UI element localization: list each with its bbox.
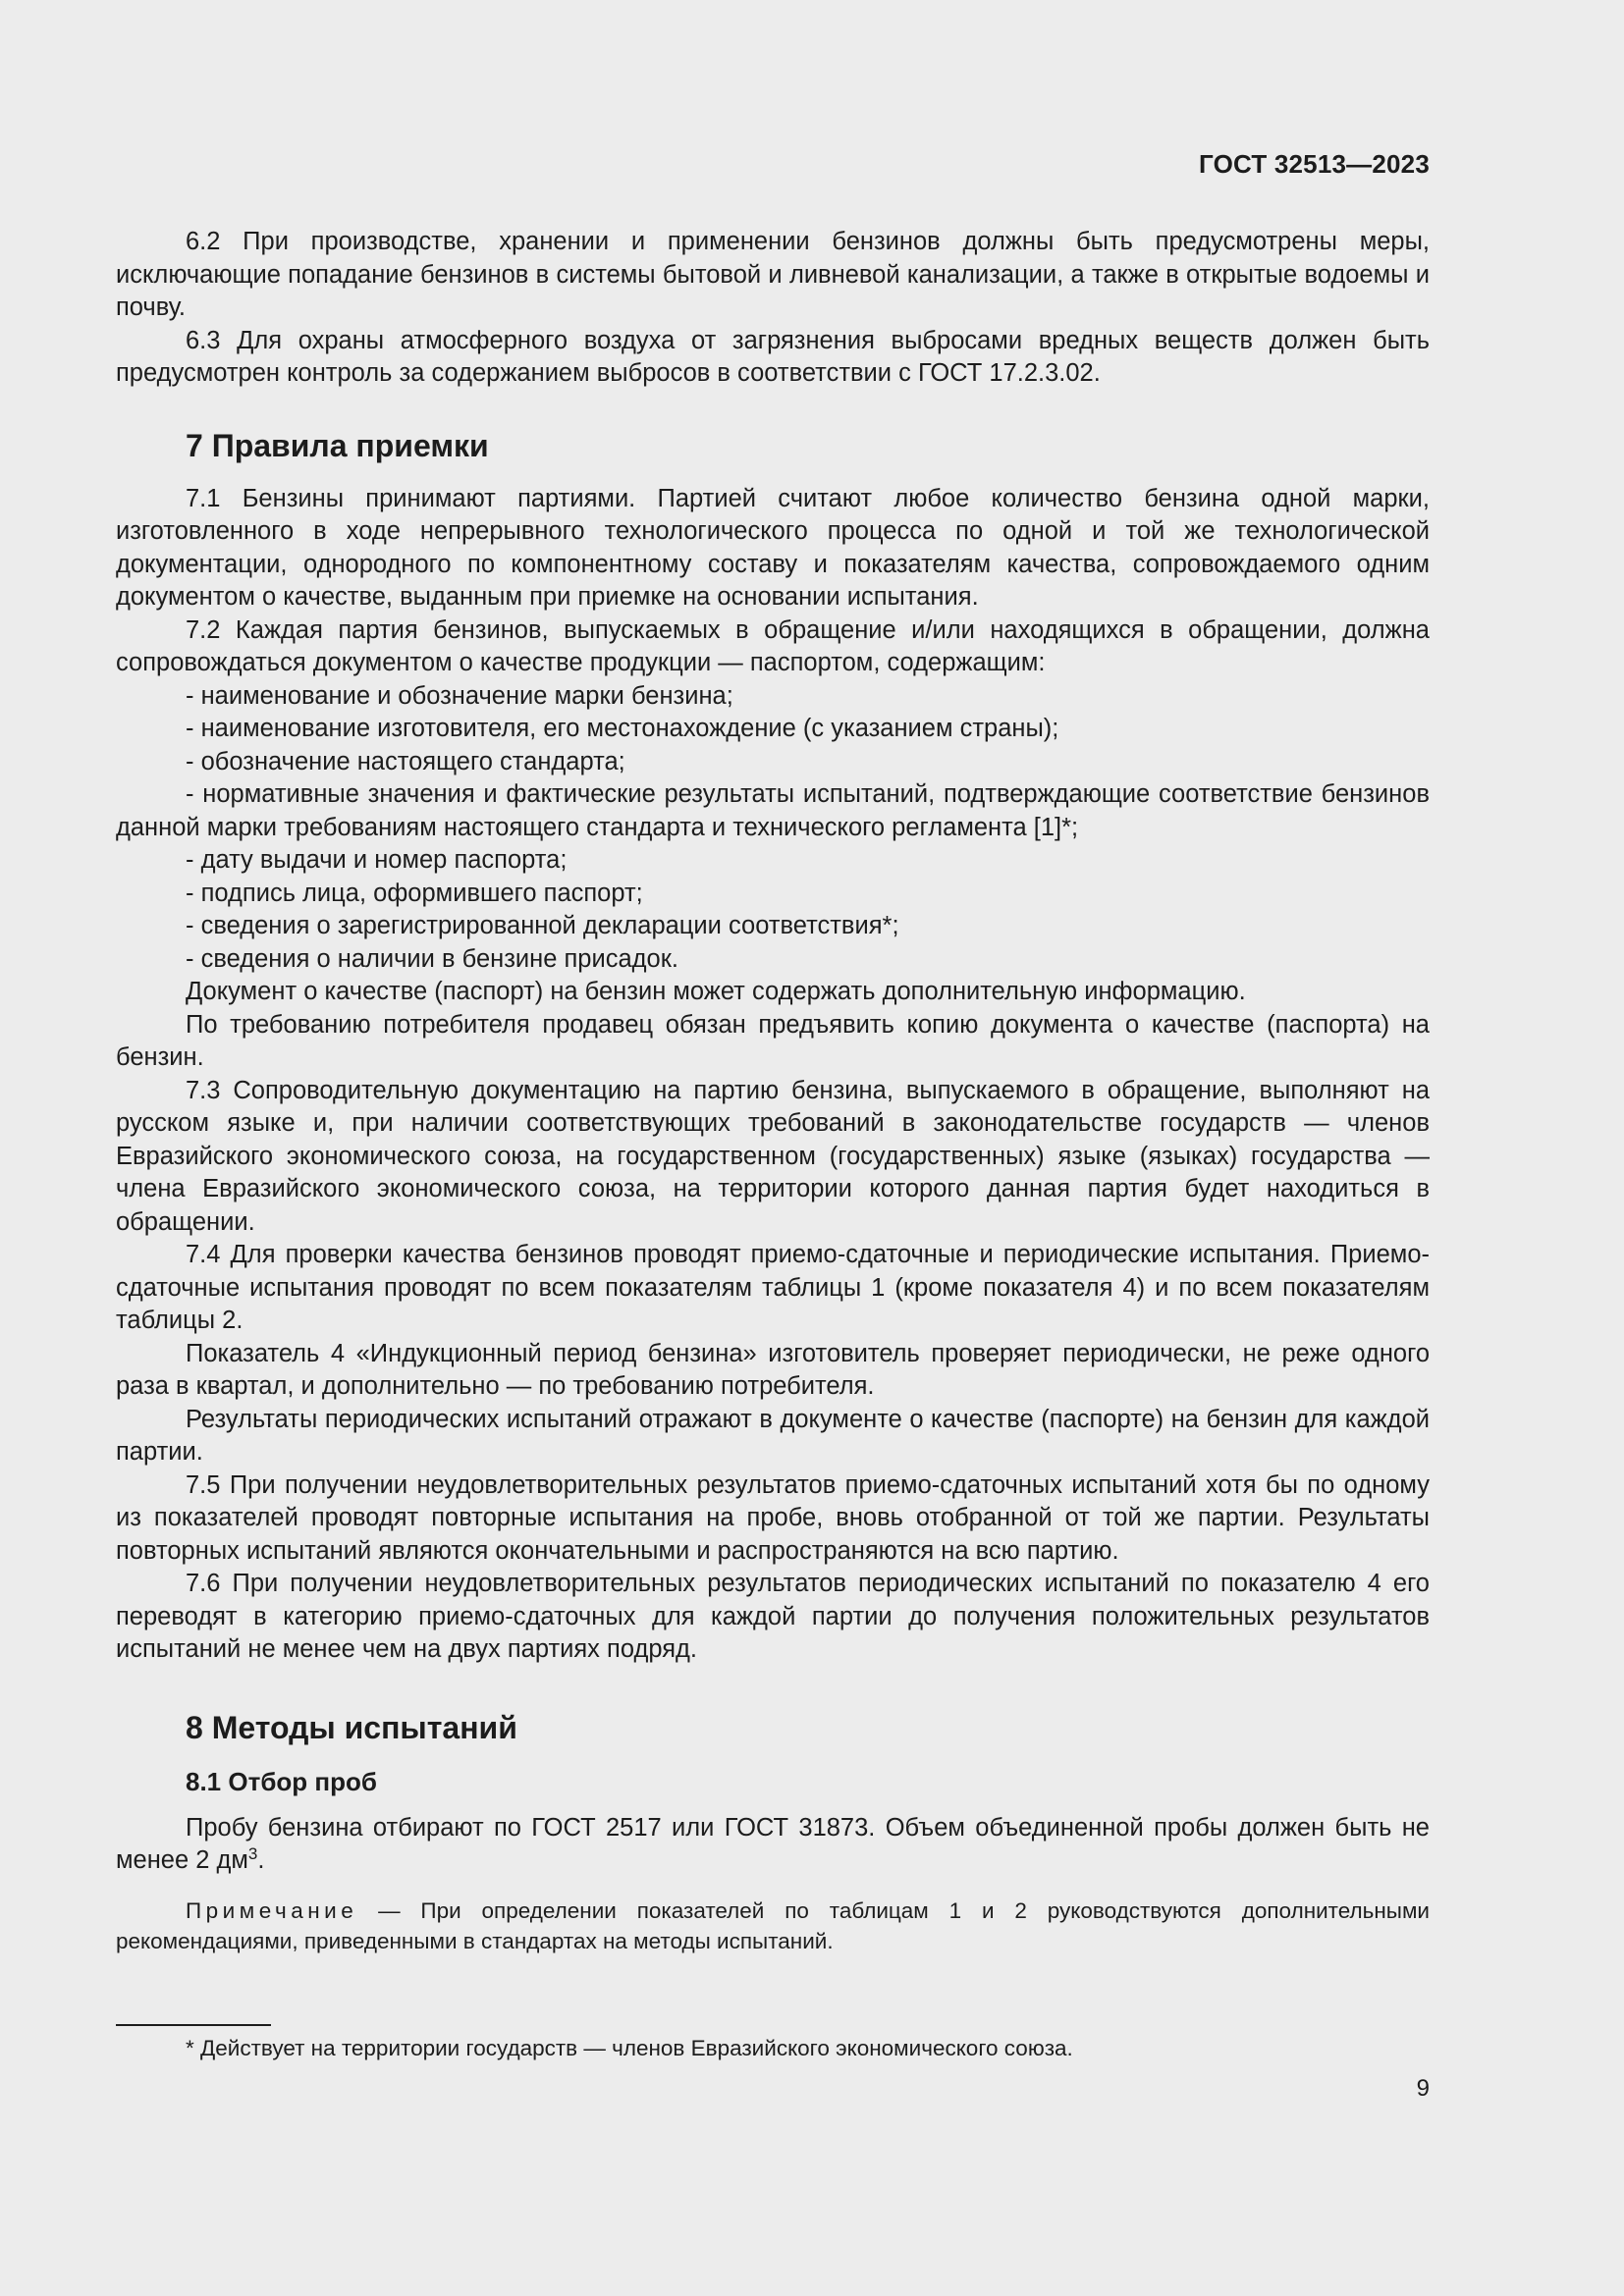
list-item: - обозначение настоящего стандарта;	[186, 747, 625, 775]
paragraph-8-1-text: Пробу бензина отбирают по ГОСТ 2517 или ГОСТ 31873. Объем объединенной пробы должен быть не менее 2 дм	[116, 1813, 1430, 1874]
document-id-header: ГОСТ 32513—2023	[1199, 149, 1430, 179]
page-number: 9	[1416, 2075, 1430, 2102]
list-item: - нормативные значения и фактические результаты испытаний, подтверждающие соответствие бензинов данной марки требованиям настоящего стандарта и технического регламента [1]*;	[116, 780, 1430, 841]
section-heading-7: 7 Правила приемки	[186, 427, 489, 463]
paragraph-7-2-document: Документ о качестве (паспорт) на бензин может содержать дополнительную информацию.	[186, 978, 1246, 1005]
superscript-cubic: 3	[247, 1844, 258, 1863]
note-paragraph	[116, 1896, 1430, 1956]
list-item: - подпись лица, оформившего паспорт;	[186, 879, 643, 907]
list-item: - наименование и обозначение марки бензина;	[186, 681, 733, 710]
paragraph-8-1	[116, 1812, 1430, 1878]
paragraph-7-4: 7.4 Для проверки качества бензинов проводят приемо-сдаточные и периодические испытания. Приемо-сдаточные испытания проводят по всем показателям таблицы 1 (кроме показателя 4) и по всем показателям таблицы 2.	[116, 1241, 1430, 1334]
footnote-divider	[116, 2024, 271, 2026]
note-label: Примечание	[186, 1897, 358, 1923]
paragraph-7-2: 7.2 Каждая партия бензинов, выпускаемых в обращение и/или находящихся в обращении, должна сопровождаться документом о качестве продукции — паспортом, содержащим:	[116, 615, 1430, 676]
note-text: — При определении показателей по таблицам 1 и 2 руководствуются дополнительными рекомендациями, приведенными в стандартах на методы испытаний.	[116, 1897, 1430, 1953]
list-item: - сведения о наличии в бензине присадок.	[186, 944, 678, 973]
paragraph-7-5: 7.5 При получении неудовлетворительных результатов приемо-сдаточных испытаний хотя бы по одному из показателей проводят повторные испытания на пробе, вновь отобранной от той же партии. Результаты повторных испытаний являются окончательными и распространяются на всю партию.	[116, 1470, 1430, 1565]
list-item: - наименование изготовителя, его местонахождение (с указанием страны);	[186, 715, 1059, 742]
footnote: * Действует на территории государств — членов Евразийского экономического союза.	[186, 2036, 1073, 2060]
paragraph-7-3: 7.3 Сопроводительную документацию на партию бензина, выпускаемого в обращение, выполняют на русском языке и, при наличии соответствующих требований в законодательстве государств — членов Евразийского экономического союза, на государственном (государственных) языке (языках) государства — члена Евразийского экономического союза, на территории которого данная партия будет находиться в обращении.	[116, 1076, 1430, 1236]
paragraph-7-4-induction: Показатель 4 «Индукционный период бензина» изготовитель проверяет периодически, не реже одного раза в квартал, и дополнительно — по требованию потребителя.	[116, 1339, 1430, 1400]
paragraph-7-6: 7.6 При получении неудовлетворительных результатов периодических испытаний по показателю 4 его переводят в категорию приемо-сдаточных для каждой партии до получения положительных результатов испытаний не менее чем на двух партиях подряд.	[116, 1570, 1430, 1663]
section-heading-8: 8 Методы испытаний	[186, 1709, 517, 1745]
paragraph-7-1: 7.1 Бензины принимают партиями. Партией считают любое количество бензина одной марки, изготовленного в ходе непрерывного технологического процесса по одной и той же технологической документации, однородного по компонентному составу и показателям качества, сопровождаемого одним документом о качестве, выданным при приемке на основании испытания.	[116, 484, 1430, 611]
subsection-heading-8-1: 8.1 Отбор проб	[186, 1766, 377, 1796]
paragraph-7-2-request: По требованию потребителя продавец обязан предъявить копию документа о качестве (паспорта) на бензин.	[116, 1010, 1430, 1071]
paragraph-6-3: 6.3 Для охраны атмосферного воздуха от загрязнения выбросами вредных веществ должен быть предусмотрен контроль за содержанием выбросов в соответствии с ГОСТ 17.2.3.02.	[116, 326, 1430, 387]
paragraph-6-2: 6.2 При производстве, хранении и применении бензинов должны быть предусмотрены меры, исключающие попадание бензинов в системы бытовой и ливневой канализации, а также в открытые водоемы и почву.	[116, 228, 1430, 321]
paragraph-7-4-results: Результаты периодических испытаний отражают в документе о качестве (паспорте) на бензин для каждой партии.	[116, 1405, 1430, 1466]
list-item: - сведения о зарегистрированной декларации соответствия*;	[186, 912, 899, 939]
document-body	[116, 226, 1430, 1956]
list-item: - дату выдачи и номер паспорта;	[186, 846, 568, 874]
passport-contents-list	[116, 680, 1430, 977]
paragraph-8-1-end: .	[257, 1846, 265, 1874]
